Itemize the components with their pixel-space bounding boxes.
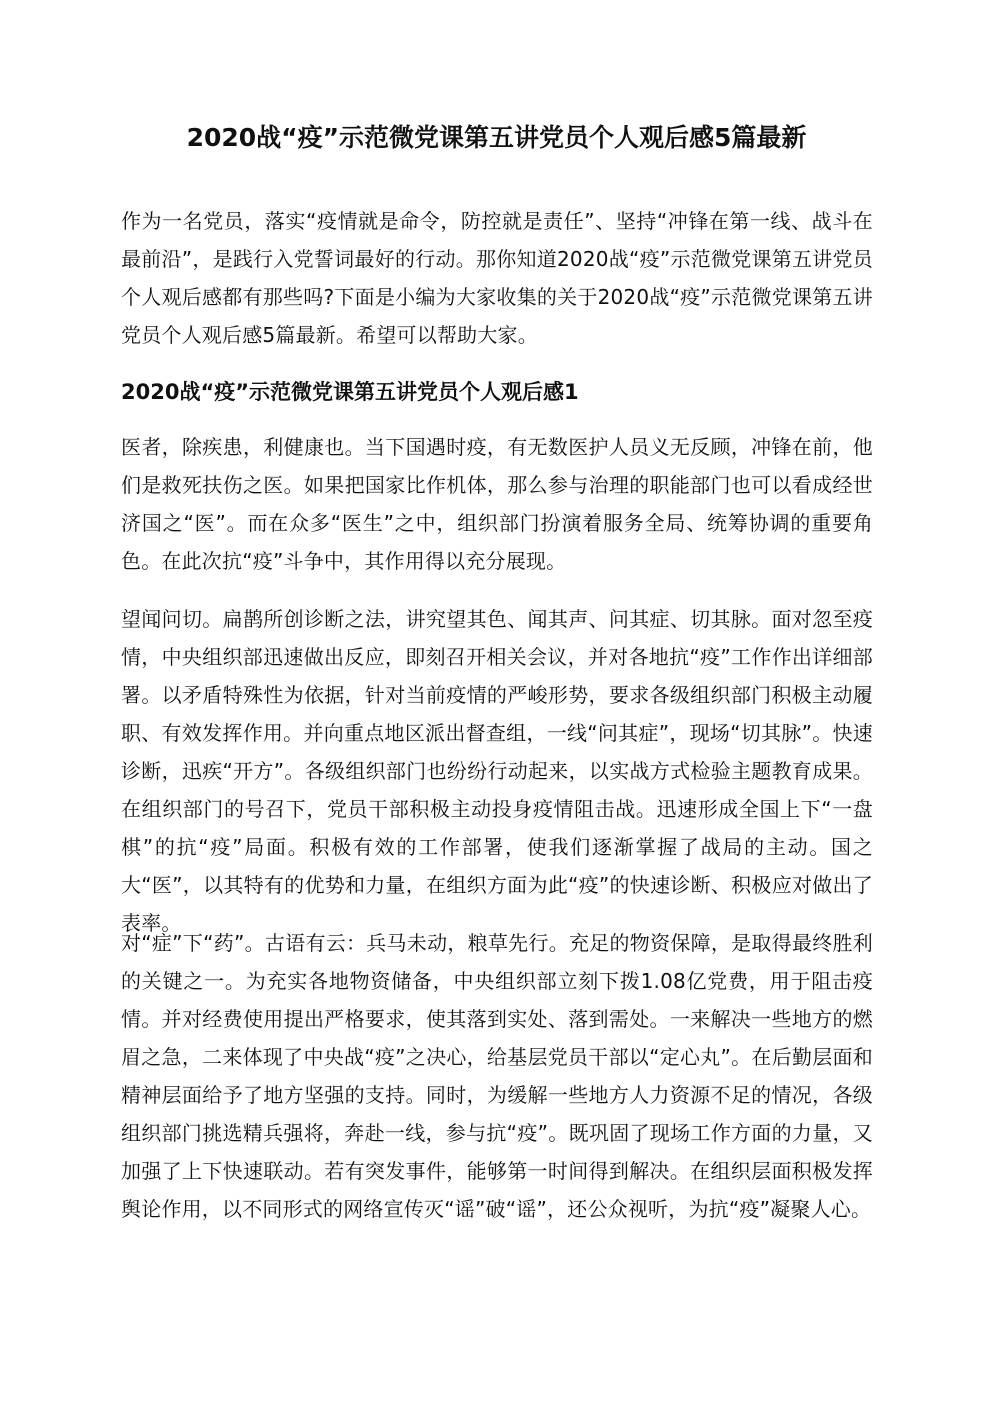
- section-heading: 2020战“疫”示范微党课第五讲党员个人观后感1: [121, 380, 579, 404]
- body-paragraph-3: 对“症”下“药”。古语有云：兵马未动，粮草先行。充足的物资保障，是取得最终胜利的关键之一。为充实各地物资储备，中央组织部立刻下拨1.08亿党费，用于阻击疫情。并对经费使用提出严格要求，使其落到实处、落到需处。一来解决一些地方的燃眉之急，二来体现了中央战“疫”之决心，给基层党员干部以“定心丸”。在后勤层面和精神层面给予了地方坚强的支持。同时，为缓解一些地方人力资源不足的情况，各级组织部门挑选精兵强将，奔赴一线，参与抗“疫”。既巩固了现场工作方面的力量，又加强了上下快速联动。若有突发事件，能够第一时间得到解决。在组织层面积极发挥舆论作用，以不同形式的网络宣传灭“谣”破“谣”，还公众视听，为抗“疫”凝聚人心。: [121, 931, 873, 1221]
- intro-paragraph: 作为一名党员，落实“疫情就是命令，防控就是责任”、坚持“冲锋在第一线、战斗在最前沿”，是践行入党誓词最好的行动。那你知道2020战“疫”示范微党课第五讲党员个人观后感都有那些吗?下面是小编为大家收集的关于2020战“疫”示范微党课第五讲党员个人观后感5篇最新。希望可以帮助大家。: [121, 209, 873, 347]
- document-body: [121, 202, 873, 1228]
- body-paragraph-1: 医者，除疾患，利健康也。当下国遇时疫，有无数医护人员义无反顾，冲锋在前，他们是救死扶伤之医。如果把国家比作机体，那么参与治理的职能部门也可以看成经世济国之“医”。而在众多“医生”之中，组织部门扮演着服务全局、统筹协调的重要角色。在此次抗“疫”斗争中，其作用得以充分展现。: [121, 435, 873, 573]
- document-title: 2020战“疫”示范微党课第五讲党员个人观后感5篇最新: [186, 123, 807, 152]
- body-paragraph-2: 望闻问切。扁鹊所创诊断之法，讲究望其色、闻其声、问其症、切其脉。面对忽至疫情，中央组织部迅速做出反应，即刻召开相关会议，并对各地抗“疫”工作作出详细部署。以矛盾特殊性为依据，针对当前疫情的严峻形势，要求各级组织部门积极主动履职、有效发挥作用。并向重点地区派出督查组，一线“问其症”，现场“切其脉”。快速诊断，迅疾“开方”。各级组织部门也纷纷行动起来，以实战方式检验主题教育成果。在组织部门的号召下，党员干部积极主动投身疫情阻击战。迅速形成全国上下“一盘棋”的抗“疫”局面。积极有效的工作部署，使我们逐渐掌握了战局的主动。国之大“医”，以其特有的优势和力量，在组织方面为此“疫”的快速诊断、积极应对做出了表率。: [121, 607, 873, 935]
